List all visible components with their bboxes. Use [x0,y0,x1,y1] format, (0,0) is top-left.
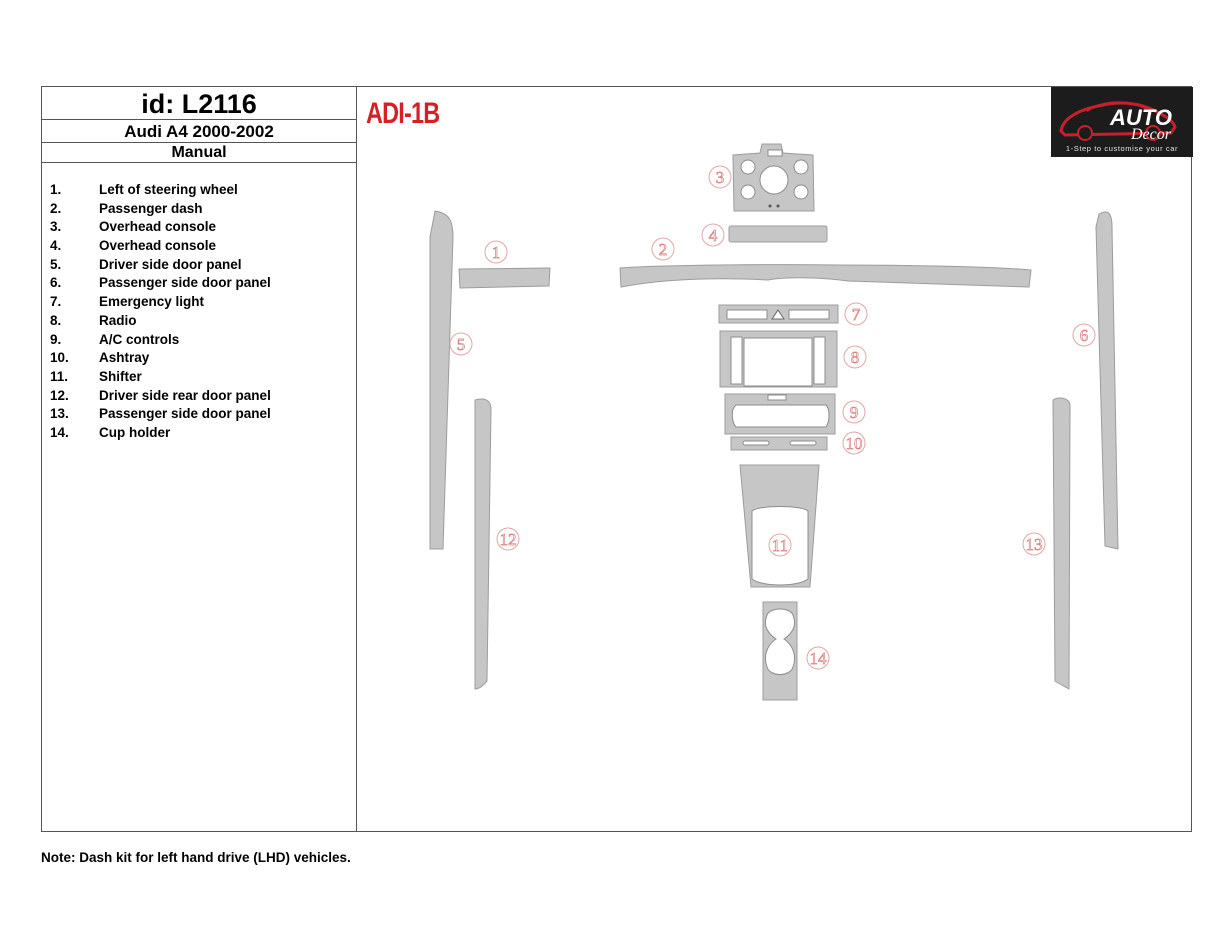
list-item [42,331,271,350]
part-number: 12. [50,387,69,403]
model-code: ADI-1B [366,97,440,130]
part-8-radio [720,331,837,387]
list-item [42,274,271,293]
part-label: Emergency light [99,294,205,310]
list-item [42,218,271,237]
part-10-ashtray [731,437,827,450]
callout-1-label: 1 [491,243,501,262]
list-item [42,387,271,406]
part-label: Overhead console [99,238,217,254]
part-6-passenger-side-door-panel [1096,212,1118,549]
part-number: 5. [50,256,62,272]
part-label: Passenger dash [99,200,203,216]
drawing-frame [41,86,1192,832]
part-5-driver-side-door-panel [430,211,453,549]
list-item [42,256,271,275]
part-number: 11. [50,368,69,384]
callout-9-label: 9 [849,403,859,422]
lhd-note: Note: Dash kit for left hand drive (LHD) vehicles. [41,850,351,865]
part-label: Cup holder [99,424,171,440]
part-number: 9. [50,331,62,347]
part-number: 2. [50,200,62,216]
logo-word-auto: AUTO [1110,105,1172,130]
callout-4 [702,224,724,246]
callout-8 [844,346,866,368]
part-3-overhead-console [733,144,814,211]
part-7-emergency-light [719,305,838,323]
part-2-passenger-dash [620,265,1031,287]
list-item [42,312,271,331]
callout-7-label: 7 [851,305,861,324]
list-item [42,237,271,256]
part-number: 13. [50,406,69,422]
part-label: Driver side rear door panel [99,387,271,403]
part-label: Passenger side door panel [99,275,271,291]
parts-diagram [358,87,1192,832]
callout-12 [497,528,519,550]
part-4-overhead-console [729,226,827,242]
callout-14 [807,647,829,669]
callout-13-label: 13 [1025,535,1043,554]
callout-9 [843,401,865,423]
part-number: 10. [50,350,69,366]
part-number: 6. [50,275,62,291]
list-item [42,200,271,219]
callout-6-label: 6 [1079,326,1089,345]
callout-5-label: 5 [456,335,466,354]
parts-panel [42,87,357,831]
part-label: Left of steering wheel [99,182,238,197]
list-item [42,293,271,312]
callout-5 [450,333,472,355]
part-13-passenger-side-door-panel [1053,398,1070,689]
list-item [42,424,271,443]
transmission-type: Manual [42,143,356,163]
vehicle-model: Audi A4 2000-2002 [42,120,356,143]
callout-10-label: 10 [845,434,863,453]
part-14-cup-holder [763,602,797,700]
part-label: Passenger side door panel [99,406,271,422]
callout-4-label: 4 [708,226,718,245]
part-9-ac-controls [725,394,835,434]
part-number: 3. [50,219,62,235]
part-12-driver-side-rear-door-panel [475,399,491,689]
part-11-shifter [740,465,819,587]
callout-2-label: 2 [658,240,668,259]
list-item [42,181,271,200]
kit-id: id: L2116 [42,87,356,120]
logo-word-decor: Decor [1131,126,1171,143]
callout-7 [845,303,867,325]
parts-list [42,181,271,443]
callout-11-label: 11 [771,536,789,555]
callout-11 [769,534,791,556]
callout-13 [1023,533,1045,555]
part-label: A/C controls [99,331,180,347]
callout-14-label: 14 [809,649,827,668]
part-label: Shifter [99,368,142,384]
part-label: Radio [99,312,137,328]
callout-1 [485,241,507,263]
logo-tagline: 1-Step to customise your car [1065,144,1179,153]
list-item [42,368,271,387]
part-number: 4. [50,238,62,254]
list-item [42,349,271,368]
part-number: 1. [50,182,62,197]
part-label: Ashtray [99,350,150,366]
callout-2 [652,238,674,260]
callout-3-label: 3 [715,168,725,187]
part-number: 14. [50,424,69,440]
callout-8-label: 8 [850,348,860,367]
part-1-left-of-steering-wheel [459,268,550,288]
part-label: Driver side door panel [99,256,242,272]
list-item [42,405,271,424]
callout-12-label: 12 [499,530,517,549]
callout-6 [1073,324,1095,346]
part-label: Overhead console [99,219,217,235]
callout-3 [709,166,731,188]
callout-10 [843,432,865,454]
part-number: 7. [50,294,62,310]
part-number: 8. [50,312,62,328]
